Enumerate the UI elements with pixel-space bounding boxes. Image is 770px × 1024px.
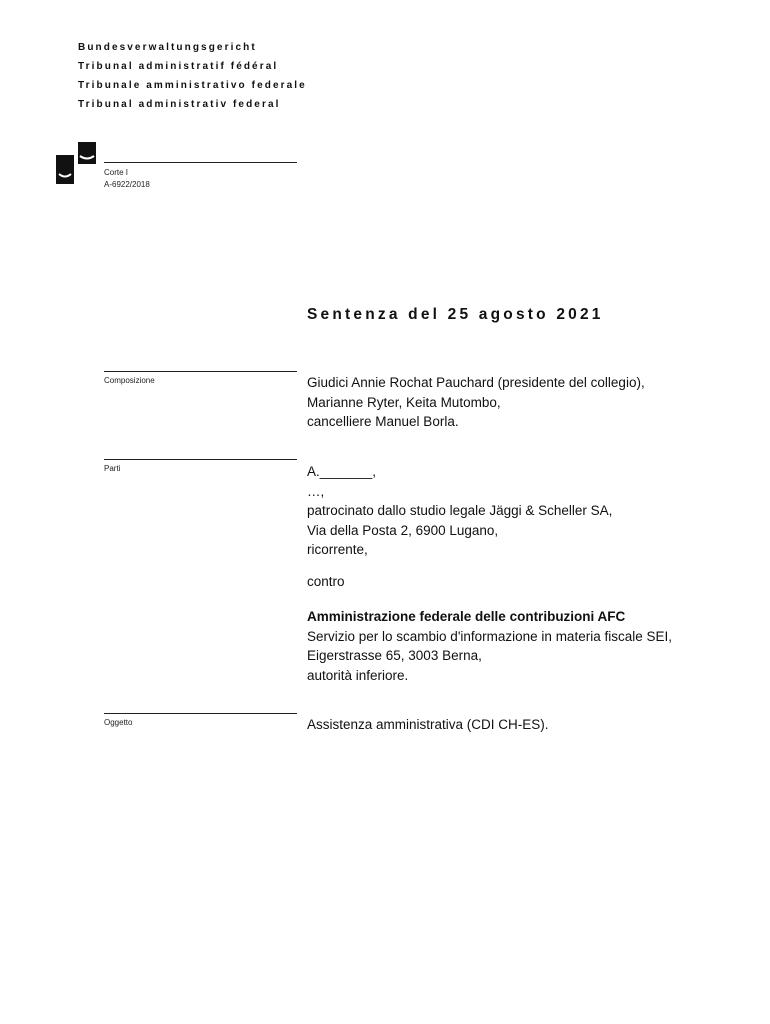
division-label: Corte I — [104, 168, 129, 177]
appellant-line: patrocinato dallo studio legale Jäggi & Scheller SA, — [307, 503, 613, 518]
appellant-line: …, — [307, 483, 325, 499]
composition-line: Marianne Ryter, Keita Mutombo, — [307, 394, 501, 410]
authority-line: Servizio per lo scambio d'informazione in materia fiscale SEI, — [307, 628, 672, 644]
composition-label: Composizione — [104, 376, 155, 385]
authority-block — [307, 607, 672, 685]
composition-text — [307, 373, 645, 432]
composition-line: Giudici Annie Rochat Pauchard (presidente del collegio), — [307, 375, 645, 390]
appellant-name: A._______, — [307, 464, 377, 479]
parties-label: Parti — [104, 464, 121, 473]
parties-rule — [104, 459, 297, 460]
appellant-line: Via della Posta 2, 6900 Lugano, — [307, 522, 499, 538]
subject-label: Oggetto — [104, 718, 133, 727]
case-number: A-6922/2018 — [104, 180, 150, 189]
header-rule — [104, 162, 297, 163]
appellant-block — [307, 462, 612, 560]
court-name-it: Tribunale amministrativo federale — [78, 80, 307, 91]
authority-line: Eigerstrasse 65, 3003 Berna, — [307, 648, 482, 663]
authority-name: Amministrazione federale delle contribuzioni AFC — [307, 609, 626, 624]
court-logo — [56, 142, 98, 186]
composition-rule — [104, 371, 297, 372]
authority-line: autorità inferiore. — [307, 667, 409, 683]
judgment-title: Sentenza del 25 agosto 2021 — [307, 306, 604, 323]
court-name-de: Bundesverwaltungsgericht — [78, 42, 257, 53]
subject-rule — [104, 713, 297, 714]
versus-text: contro — [307, 574, 345, 589]
subject-text: Assistenza amministrativa (CDI CH-ES). — [307, 717, 549, 732]
court-name-rm: Tribunal administrativ federal — [78, 99, 281, 110]
court-name-fr: Tribunal administratif fédéral — [78, 61, 279, 72]
appellant-line: ricorrente, — [307, 542, 368, 557]
composition-line: cancelliere Manuel Borla. — [307, 414, 459, 429]
court-names — [78, 38, 307, 114]
